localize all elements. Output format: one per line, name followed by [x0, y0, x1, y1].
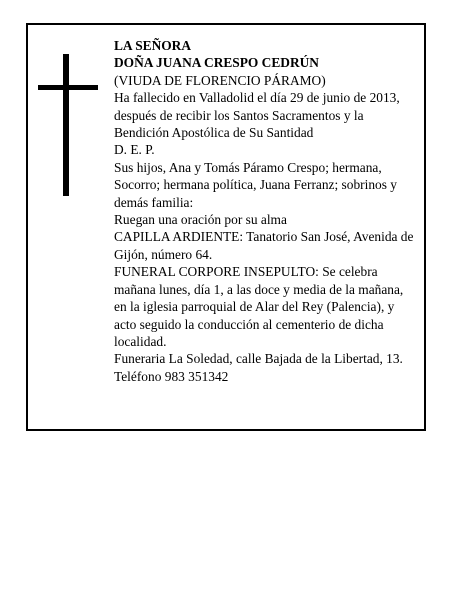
obituary-text-block	[114, 37, 414, 385]
death-announcement: Ha fallecido en Valladolid el día 29 de junio de 2013, después de recibir los Santos Sacramentos y la Bendición Apostólica de Su Santidad	[114, 90, 400, 141]
latin-cross-icon	[38, 54, 98, 196]
cross-vertical-bar	[63, 54, 69, 196]
cross-horizontal-bar	[38, 85, 98, 90]
widow-of-line: (VIUDA DE FLORENCIO PÁRAMO)	[114, 72, 326, 88]
funeral-info: FUNERAL CORPORE INSEPULTO: Se celebra mañana lunes, día 1, a las doce y media de la mañana, en la iglesia parroquial de Alar del Rey (Palencia), y acto seguido la conducción al cementerio de dicha localidad.	[114, 264, 404, 349]
funeral-home-info: Funeraria La Soledad, calle Bajada de la Libertad, 13. Teléfono 983 351342	[114, 351, 403, 384]
prayer-request: Ruegan una oración por su alma	[114, 212, 287, 228]
notice-title: LA SEÑORA	[114, 38, 192, 53]
family-members: Sus hijos, Ana y Tomás Páramo Crespo; hermana, Socorro; hermana política, Juana Ferranz; sobrinos y demás familia:	[114, 159, 397, 210]
chapel-info: CAPILLA ARDIENTE: Tanatorio San José, Avenida de Gijón, número 64.	[114, 229, 414, 262]
deceased-name: DOÑA JUANA CRESPO CEDRÚN	[114, 55, 319, 71]
rest-in-peace: D. E. P.	[114, 142, 155, 158]
